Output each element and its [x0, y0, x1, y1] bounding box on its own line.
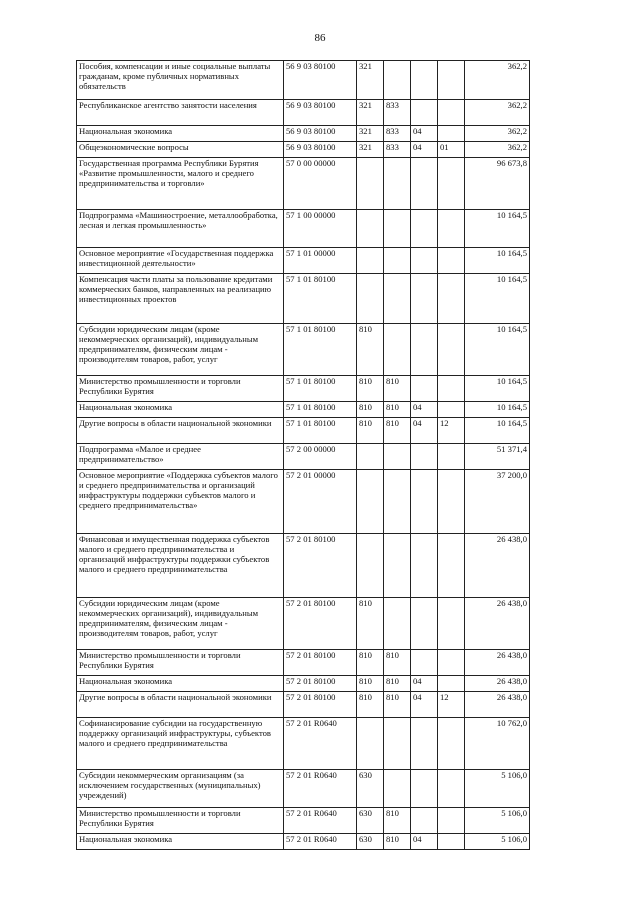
row-code-cell: 57 1 00 00000 [284, 210, 357, 248]
row-name-cell: Пособия, компенсации и иные социальные выплаты гражданам, кроме публичных нормативных обязательств [77, 61, 284, 100]
row-gr-cell [384, 444, 411, 470]
row-sum-cell: 362,2 [465, 61, 530, 100]
page-number: 86 [314, 32, 326, 44]
row-gr-cell [384, 470, 411, 534]
row-gr-cell: 810 [384, 834, 411, 850]
row-sum-cell: 37 200,0 [465, 470, 530, 534]
row-sum-cell: 5 106,0 [465, 834, 530, 850]
row-rz-cell: 04 [411, 418, 438, 444]
row-rz-cell [411, 274, 438, 324]
row-sum-cell: 26 438,0 [465, 650, 530, 676]
row-vr-cell [357, 718, 384, 770]
row-gr-cell: 833 [384, 100, 411, 126]
row-rz-cell [411, 61, 438, 100]
row-sum-cell: 96 673,8 [465, 158, 530, 210]
row-name-cell: Компенсация части платы за пользование кредитами коммерческих банков, направленных на реализацию инвестиционных проектов [77, 274, 284, 324]
row-name-cell: Финансовая и имущественная поддержка субъектов малого и среднего предпринимательства и организаций инфраструктуры поддержки субъектов малого и среднего предпринимательства [77, 534, 284, 598]
row-vr-cell: 810 [357, 650, 384, 676]
row-pr-cell [438, 834, 465, 850]
row-pr-cell [438, 126, 465, 142]
row-gr-cell [384, 210, 411, 248]
row-rz-cell [411, 534, 438, 598]
row-code-cell: 57 2 01 80100 [284, 598, 357, 650]
row-gr-cell [384, 61, 411, 100]
row-rz-cell [411, 158, 438, 210]
row-sum-cell: 26 438,0 [465, 676, 530, 692]
row-vr-cell [357, 158, 384, 210]
row-pr-cell: 12 [438, 692, 465, 718]
row-gr-cell: 810 [384, 402, 411, 418]
row-code-cell: 57 1 01 80100 [284, 274, 357, 324]
row-code-cell: 57 2 01 R0640 [284, 718, 357, 770]
table-row [77, 470, 530, 534]
row-code-cell: 57 2 01 R0640 [284, 808, 357, 834]
row-gr-cell [384, 534, 411, 598]
row-vr-cell: 810 [357, 324, 384, 376]
table-row [77, 676, 530, 692]
row-vr-cell [357, 274, 384, 324]
table-row [77, 158, 530, 210]
table-row [77, 418, 530, 444]
row-name-cell: Подпрограмма «Машиностроение, металлообработка, лесная и легкая промышленность» [77, 210, 284, 248]
row-gr-cell [384, 248, 411, 274]
row-name-cell: Субсидии юридическим лицам (кроме некоммерческих организаций), индивидуальным предпринимателям, физическим лицам - производителям товаров, работ, услуг [77, 598, 284, 650]
row-sum-cell: 10 762,0 [465, 718, 530, 770]
table-row [77, 770, 530, 808]
row-rz-cell: 04 [411, 402, 438, 418]
row-code-cell: 57 2 01 00000 [284, 470, 357, 534]
row-vr-cell: 321 [357, 126, 384, 142]
row-code-cell: 57 1 01 80100 [284, 376, 357, 402]
row-code-cell: 57 1 01 80100 [284, 402, 357, 418]
table-row [77, 248, 530, 274]
table-row [77, 834, 530, 850]
row-code-cell: 57 1 01 80100 [284, 324, 357, 376]
row-rz-cell: 04 [411, 676, 438, 692]
table-row [77, 598, 530, 650]
row-rz-cell [411, 808, 438, 834]
row-pr-cell: 01 [438, 142, 465, 158]
row-code-cell: 56 9 03 80100 [284, 100, 357, 126]
row-name-cell: Национальная экономика [77, 834, 284, 850]
row-gr-cell [384, 770, 411, 808]
row-code-cell: 56 9 03 80100 [284, 61, 357, 100]
row-vr-cell: 630 [357, 834, 384, 850]
table-row [77, 61, 530, 100]
row-rz-cell [411, 718, 438, 770]
row-name-cell: Республиканское агентство занятости населения [77, 100, 284, 126]
table-row [77, 142, 530, 158]
row-rz-cell: 04 [411, 834, 438, 850]
row-sum-cell: 26 438,0 [465, 692, 530, 718]
row-vr-cell: 810 [357, 598, 384, 650]
row-gr-cell [384, 324, 411, 376]
row-sum-cell: 10 164,5 [465, 418, 530, 444]
table-row [77, 718, 530, 770]
row-vr-cell: 810 [357, 418, 384, 444]
row-sum-cell: 5 106,0 [465, 770, 530, 808]
row-name-cell: Основное мероприятие «Государственная поддержка инвестиционной деятельности» [77, 248, 284, 274]
row-pr-cell [438, 274, 465, 324]
row-code-cell: 56 9 03 80100 [284, 142, 357, 158]
row-pr-cell [438, 402, 465, 418]
row-name-cell: Субсидии юридическим лицам (кроме некоммерческих организаций), индивидуальным предпринимателям, физическим лицам - производителям товаров, работ, услуг [77, 324, 284, 376]
row-code-cell: 57 0 00 00000 [284, 158, 357, 210]
row-vr-cell: 630 [357, 808, 384, 834]
row-rz-cell [411, 210, 438, 248]
row-code-cell: 57 1 01 80100 [284, 418, 357, 444]
row-vr-cell [357, 470, 384, 534]
row-name-cell: Министерство промышленности и торговли Республики Бурятия [77, 650, 284, 676]
row-rz-cell [411, 470, 438, 534]
row-pr-cell [438, 598, 465, 650]
row-gr-cell: 810 [384, 418, 411, 444]
row-sum-cell: 362,2 [465, 126, 530, 142]
row-sum-cell: 10 164,5 [465, 324, 530, 376]
row-pr-cell [438, 808, 465, 834]
row-pr-cell [438, 248, 465, 274]
row-pr-cell [438, 324, 465, 376]
row-code-cell: 57 2 01 R0640 [284, 770, 357, 808]
row-sum-cell: 26 438,0 [465, 534, 530, 598]
row-code-cell: 57 1 01 00000 [284, 248, 357, 274]
row-vr-cell [357, 444, 384, 470]
row-name-cell: Министерство промышленности и торговли Республики Бурятия [77, 808, 284, 834]
row-vr-cell [357, 210, 384, 248]
row-name-cell: Другие вопросы в области национальной экономики [77, 692, 284, 718]
row-pr-cell [438, 534, 465, 598]
budget-table [76, 60, 530, 850]
row-pr-cell [438, 650, 465, 676]
table-row [77, 126, 530, 142]
row-rz-cell: 04 [411, 692, 438, 718]
row-gr-cell [384, 718, 411, 770]
row-sum-cell: 362,2 [465, 100, 530, 126]
row-pr-cell [438, 444, 465, 470]
row-sum-cell: 10 164,5 [465, 376, 530, 402]
row-pr-cell [438, 158, 465, 210]
row-sum-cell: 5 106,0 [465, 808, 530, 834]
row-gr-cell: 810 [384, 376, 411, 402]
row-name-cell: Национальная экономика [77, 676, 284, 692]
row-code-cell: 57 2 01 R0640 [284, 834, 357, 850]
row-vr-cell: 321 [357, 100, 384, 126]
row-vr-cell: 810 [357, 376, 384, 402]
row-vr-cell: 810 [357, 676, 384, 692]
table-row [77, 376, 530, 402]
row-name-cell: Национальная экономика [77, 402, 284, 418]
row-rz-cell [411, 376, 438, 402]
row-name-cell: Основное мероприятие «Поддержка субъектов малого и среднего предпринимательства и организаций инфраструктуры поддержки субъектов малого и среднего предпринимательства» [77, 470, 284, 534]
row-rz-cell [411, 444, 438, 470]
row-gr-cell: 833 [384, 126, 411, 142]
table-row [77, 324, 530, 376]
row-pr-cell [438, 376, 465, 402]
row-pr-cell [438, 100, 465, 126]
row-sum-cell: 26 438,0 [465, 598, 530, 650]
row-sum-cell: 51 371,4 [465, 444, 530, 470]
row-name-cell: Министерство промышленности и торговли Республики Бурятия [77, 376, 284, 402]
row-rz-cell [411, 770, 438, 808]
row-code-cell: 57 2 00 00000 [284, 444, 357, 470]
row-gr-cell: 810 [384, 676, 411, 692]
row-rz-cell [411, 650, 438, 676]
row-pr-cell [438, 210, 465, 248]
row-pr-cell [438, 61, 465, 100]
row-sum-cell: 10 164,5 [465, 402, 530, 418]
row-code-cell: 57 2 01 80100 [284, 676, 357, 692]
row-vr-cell: 630 [357, 770, 384, 808]
row-rz-cell: 04 [411, 142, 438, 158]
row-name-cell: Общеэкономические вопросы [77, 142, 284, 158]
row-pr-cell [438, 676, 465, 692]
row-name-cell: Государственная программа Республики Бурятия «Развитие промышленности, малого и среднего предпринимательства и торговли» [77, 158, 284, 210]
row-rz-cell: 04 [411, 126, 438, 142]
row-gr-cell [384, 274, 411, 324]
row-vr-cell: 321 [357, 142, 384, 158]
row-gr-cell [384, 598, 411, 650]
row-sum-cell: 362,2 [465, 142, 530, 158]
row-sum-cell: 10 164,5 [465, 248, 530, 274]
table-row [77, 402, 530, 418]
row-gr-cell: 810 [384, 650, 411, 676]
row-rz-cell [411, 598, 438, 650]
table-row [77, 444, 530, 470]
row-pr-cell [438, 718, 465, 770]
row-name-cell: Субсидии некоммерческим организациям (за исключением государственных (муниципальных) учреждений) [77, 770, 284, 808]
table-row [77, 210, 530, 248]
row-vr-cell [357, 534, 384, 598]
row-vr-cell: 810 [357, 402, 384, 418]
row-gr-cell [384, 158, 411, 210]
row-gr-cell: 810 [384, 692, 411, 718]
row-pr-cell [438, 770, 465, 808]
row-vr-cell: 810 [357, 692, 384, 718]
row-vr-cell [357, 248, 384, 274]
row-name-cell: Подпрограмма «Малое и среднее предпринимательство» [77, 444, 284, 470]
row-code-cell: 57 2 01 80100 [284, 650, 357, 676]
row-gr-cell: 833 [384, 142, 411, 158]
row-rz-cell [411, 324, 438, 376]
table-row [77, 534, 530, 598]
row-name-cell: Софинансирование субсидии на государственную поддержку организаций инфраструктуры, субъектов малого и среднего предпринимательства [77, 718, 284, 770]
table-row [77, 100, 530, 126]
row-sum-cell: 10 164,5 [465, 210, 530, 248]
row-vr-cell: 321 [357, 61, 384, 100]
table-row [77, 692, 530, 718]
row-rz-cell [411, 248, 438, 274]
table-row [77, 650, 530, 676]
table-row [77, 274, 530, 324]
row-rz-cell [411, 100, 438, 126]
row-code-cell: 56 9 03 80100 [284, 126, 357, 142]
row-pr-cell [438, 470, 465, 534]
row-code-cell: 57 2 01 80100 [284, 534, 357, 598]
row-name-cell: Национальная экономика [77, 126, 284, 142]
row-sum-cell: 10 164,5 [465, 274, 530, 324]
row-gr-cell: 810 [384, 808, 411, 834]
row-pr-cell: 12 [438, 418, 465, 444]
row-code-cell: 57 2 01 80100 [284, 692, 357, 718]
table-row [77, 808, 530, 834]
row-name-cell: Другие вопросы в области национальной экономики [77, 418, 284, 444]
